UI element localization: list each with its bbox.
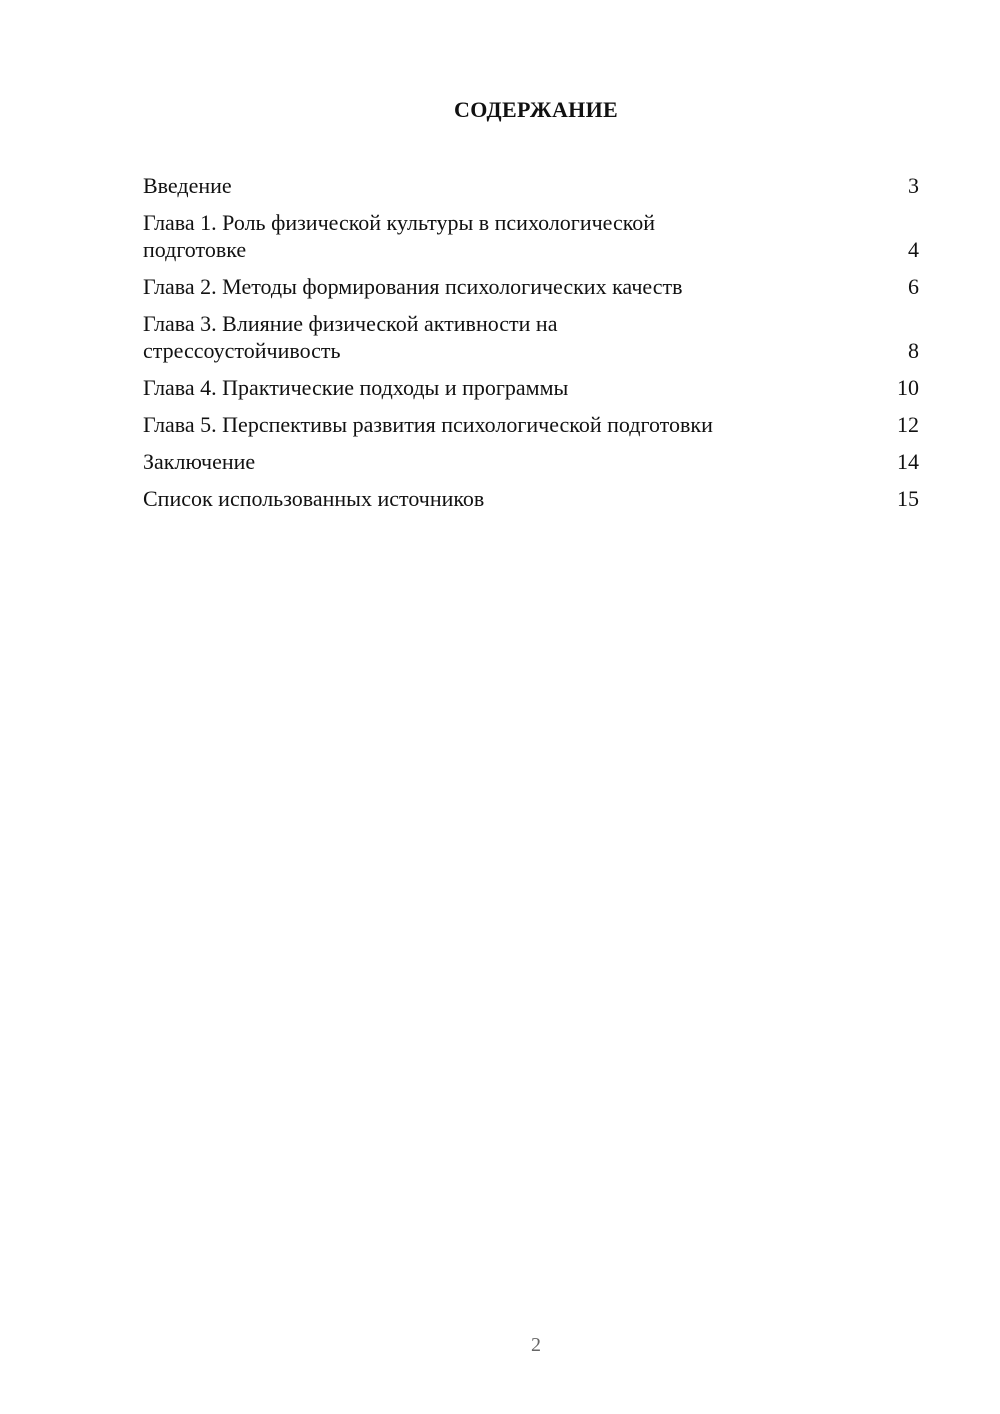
page-number: 2 xyxy=(531,1334,541,1356)
toc-entry-label: Заключение xyxy=(143,449,256,474)
toc-entry-page: 12 xyxy=(897,412,919,437)
toc-entry-page: 3 xyxy=(908,173,919,198)
toc-entry-label: Глава 5. Перспективы развития психологической подготовки xyxy=(143,412,713,437)
toc-entry-page: 14 xyxy=(897,449,919,474)
toc-entry-page: 6 xyxy=(908,274,919,299)
toc-entry-label: Глава 1. Роль физической культуры в психологической подготовке xyxy=(143,210,656,262)
toc-entry xyxy=(143,374,919,401)
table-of-contents xyxy=(143,172,919,522)
toc-entry xyxy=(143,273,919,300)
toc-entry-label: Глава 2. Методы формирования психологических качеств xyxy=(143,274,683,299)
toc-entry-page: 15 xyxy=(897,486,919,511)
toc-entry-label: Глава 3. Влияние физической активности на стрессоустойчивость xyxy=(143,311,558,363)
toc-entry xyxy=(143,485,919,512)
toc-entry xyxy=(143,209,919,263)
toc-entry-page: 4 xyxy=(908,237,919,262)
toc-entry-label: Введение xyxy=(143,173,232,198)
toc-entry-label: Глава 4. Практические подходы и программы xyxy=(143,375,569,400)
toc-entry xyxy=(143,310,919,364)
toc-entry xyxy=(143,448,919,475)
page-title: СОДЕРЖАНИЕ xyxy=(454,97,618,122)
toc-entry xyxy=(143,411,919,438)
toc-entry xyxy=(143,172,919,199)
toc-entry-page: 8 xyxy=(908,338,919,363)
toc-entry-page: 10 xyxy=(897,375,919,400)
toc-entry-label: Список использованных источников xyxy=(143,486,485,511)
